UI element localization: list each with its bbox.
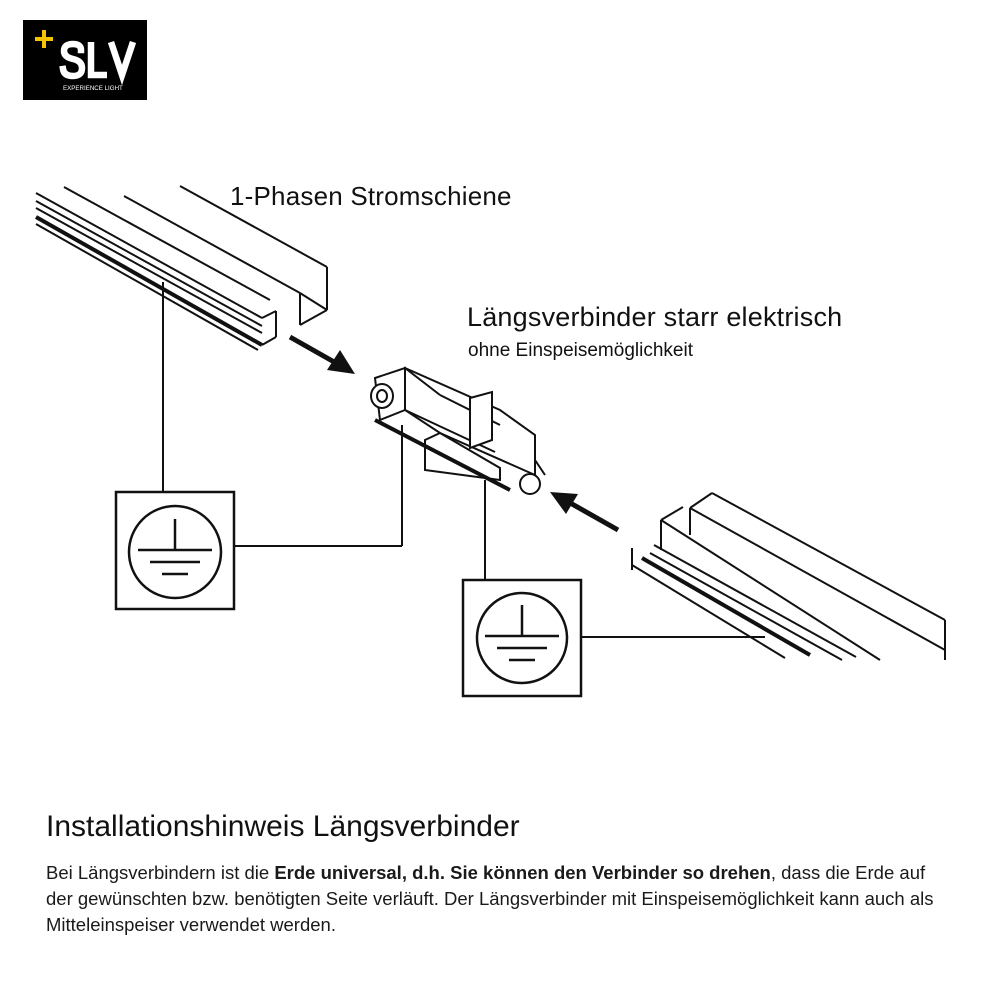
rail-label: 1-Phasen Stromschiene — [230, 181, 512, 211]
installation-text-part1: Bei Längsverbindern ist die — [46, 862, 275, 883]
longitudinal-connector — [235, 368, 545, 580]
installation-text-part2: , dass die Erde auf der gewünschten bzw. benötigten Seite verläuft. Der Längsverbinder mit Einspeisemöglichkeit kann auch als Mitteleinspeiser verwendet werden. — [46, 862, 934, 935]
ground-symbol-right-box — [463, 580, 581, 696]
installation-text — [46, 860, 946, 938]
insert-arrow-right — [550, 492, 618, 530]
connector-subtitle: ohne Einspeisemöglichkeit — [468, 340, 693, 361]
logo-tagline: EXPERIENCE LIGHT — [63, 85, 123, 92]
right-track-rail — [582, 493, 945, 660]
installation-title: Installationshinweis Längsverbinder — [46, 810, 520, 843]
connector-title: Längsverbinder starr elektrisch — [467, 302, 843, 332]
installation-text-bold: Erde universal, d.h. Sie können den Verbinder so drehen — [274, 862, 771, 883]
insert-arrow-left — [290, 337, 355, 374]
left-track-rail — [36, 186, 327, 492]
ground-symbol-left-box — [116, 492, 234, 609]
